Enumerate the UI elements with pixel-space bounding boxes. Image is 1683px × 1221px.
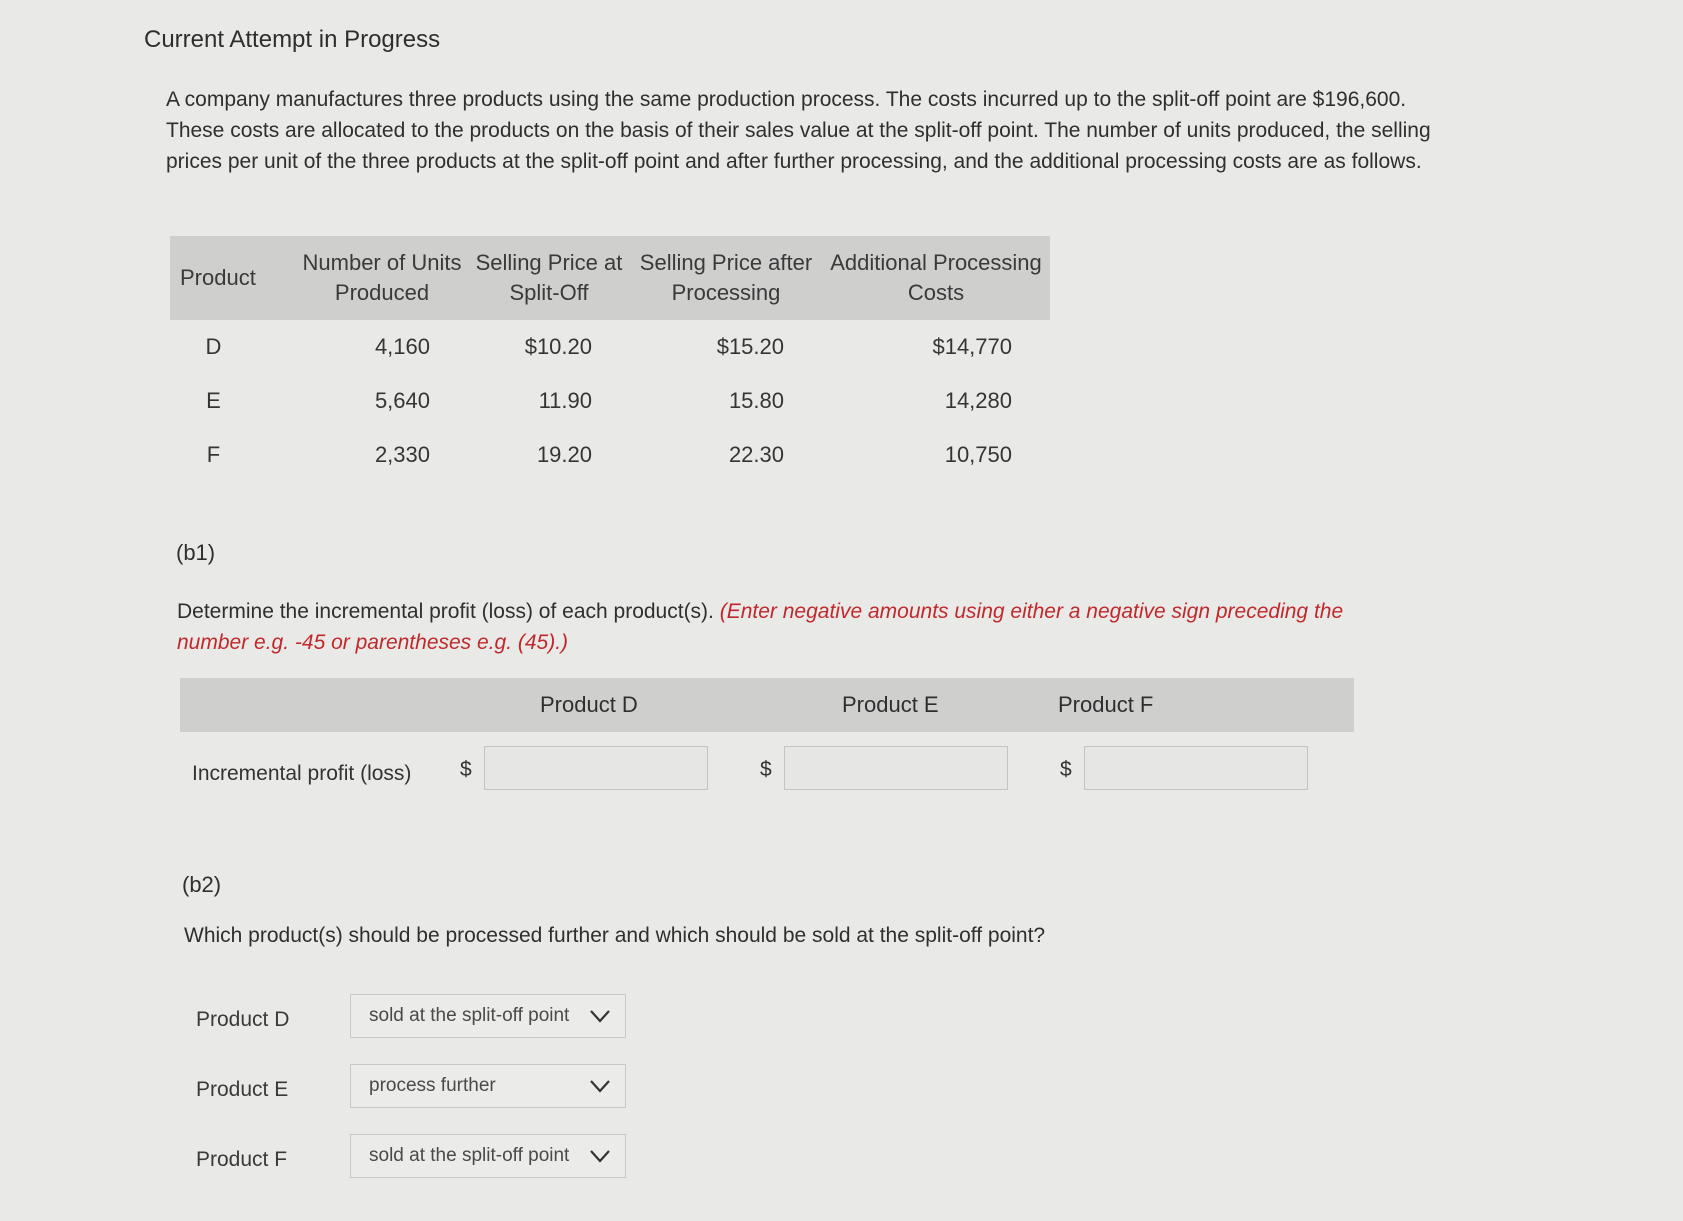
header-price-split-off: Selling Price at Split-Off	[468, 236, 630, 320]
product-f-profit-input[interactable]	[1084, 746, 1308, 790]
answer-table-header	[180, 678, 1354, 732]
b1-instruction	[177, 596, 1417, 658]
header-product: Product	[170, 236, 296, 320]
chevron-down-icon	[589, 1075, 611, 1097]
column-product-f: Product F	[1058, 692, 1154, 717]
selected-value: sold at the split-off point	[369, 1145, 570, 1166]
table-row	[170, 374, 1050, 428]
product-d-decision-select[interactable]	[350, 994, 626, 1038]
page-title: Current Attempt in Progress	[144, 26, 441, 53]
part-b1-label: (b1)	[176, 540, 216, 565]
incremental-profit-label: Incremental profit (loss)	[192, 762, 412, 785]
table-cell: 22.30	[728, 442, 784, 467]
column-product-d: Product D	[540, 692, 638, 717]
b2-question: Which product(s) should be processed further and which should be sold at the split-off point?	[184, 924, 1046, 947]
product-data-table	[170, 236, 1050, 482]
table-cell: $15.20	[716, 334, 784, 359]
product-e-profit-input[interactable]	[784, 746, 1008, 790]
table-cell: 19.20	[536, 442, 592, 467]
part-b2-label: (b2)	[182, 872, 222, 897]
header-price-after-processing: Selling Price after Processing	[630, 236, 822, 320]
instruction-text: Determine the incremental profit (loss) of each product(s).	[177, 600, 714, 623]
table-cell: D	[205, 334, 222, 359]
table-cell: E	[206, 388, 221, 413]
table-cell: 5,640	[374, 388, 430, 413]
currency-symbol: $	[1060, 758, 1072, 781]
selected-value: process further	[369, 1075, 496, 1096]
chevron-down-icon	[589, 1005, 611, 1027]
table-cell: 15.80	[728, 388, 784, 413]
table-row	[170, 320, 1050, 374]
currency-symbol: $	[760, 758, 772, 781]
table-cell: 14,280	[944, 388, 1012, 413]
product-d-label: Product D	[196, 1008, 290, 1031]
table-cell: 11.90	[538, 388, 592, 413]
column-product-e: Product E	[842, 692, 939, 717]
table-cell: 2,330	[374, 442, 430, 467]
instruction-note: (Enter negative amounts using either a negative sign preceding the number e.g. -45 or parentheses e.g. (45).)	[177, 600, 1344, 654]
table-cell: $10.20	[524, 334, 592, 359]
table-cell: 4,160	[374, 334, 430, 359]
header-additional-costs: Additional Processing Costs	[822, 236, 1050, 320]
product-e-decision-select[interactable]	[350, 1064, 626, 1108]
product-f-decision-select[interactable]	[350, 1134, 626, 1178]
product-f-label: Product F	[196, 1148, 288, 1171]
table-header-row	[170, 236, 1050, 320]
product-e-label: Product E	[196, 1078, 289, 1101]
header-units-produced: Number of Units Produced	[296, 236, 468, 320]
table-cell: $14,770	[932, 334, 1012, 359]
table-cell: 10,750	[944, 442, 1012, 467]
table-row	[170, 428, 1050, 482]
selected-value: sold at the split-off point	[369, 1005, 570, 1026]
product-d-profit-input[interactable]	[484, 746, 708, 790]
chevron-down-icon	[589, 1145, 611, 1167]
currency-symbol: $	[460, 758, 472, 781]
table-cell: F	[206, 442, 221, 467]
problem-description: A company manufactures three products using the same production process. The costs incurred up to the split-off point are $196,600. These costs are allocated to the products on the basis of their sales value at the split-off point. The number of units produced, the selling prices per unit of the three products at the split-off point and after further processing, and the additional processing costs are as follows.	[166, 88, 1431, 173]
